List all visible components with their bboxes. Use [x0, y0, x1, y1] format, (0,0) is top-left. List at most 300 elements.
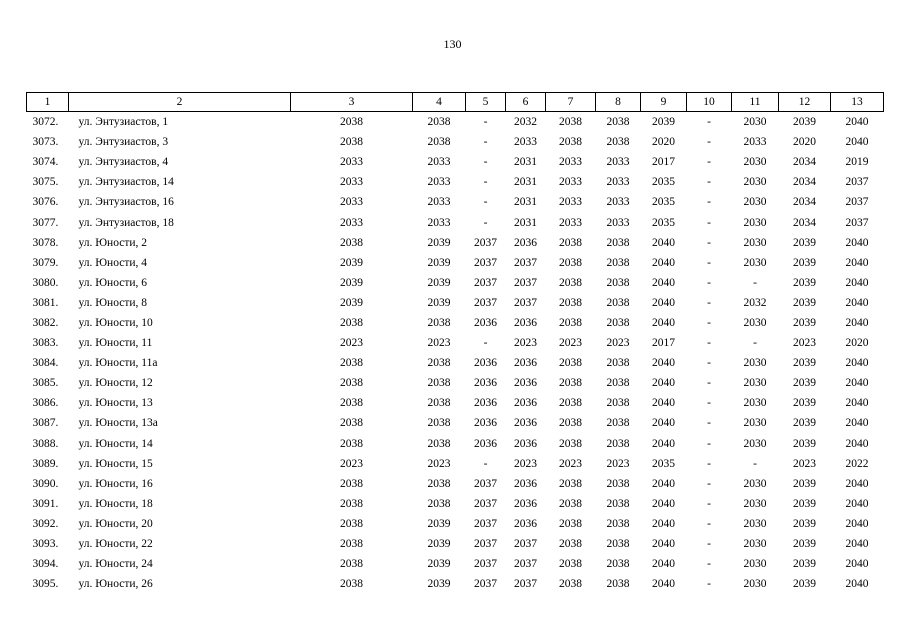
year-cell: 2038 [606, 236, 630, 249]
year-cell: 2040 [652, 558, 675, 571]
year-cell: 2030 [743, 216, 767, 229]
year-cell: 2040 [845, 377, 869, 390]
address-cell: ул. Юности, 13 [78, 397, 153, 410]
year-cell: 2036 [514, 437, 537, 450]
year-cell: 2039 [793, 578, 816, 591]
table-row [27, 574, 884, 594]
year-cell: 2030 [743, 116, 767, 129]
year-cell: 2038 [606, 316, 630, 329]
year-cell: 2040 [652, 296, 675, 309]
year-cell: 2040 [845, 316, 869, 329]
year-cell: 2038 [427, 397, 451, 410]
year-cell: 2030 [743, 538, 767, 551]
row-number-cell: 3081. [32, 296, 59, 309]
year-cell: 2040 [845, 517, 869, 530]
year-cell: - [707, 236, 711, 249]
year-cell: - [707, 457, 711, 470]
year-cell: 2030 [743, 497, 767, 510]
year-cell: 2037 [514, 538, 537, 551]
year-cell: - [707, 558, 711, 571]
year-cell: 2017 [652, 337, 675, 350]
row-number-cell: 3076. [32, 196, 59, 209]
year-cell: 2038 [559, 116, 582, 129]
year-cell: 2037 [474, 256, 497, 269]
year-cell: 2038 [606, 578, 630, 591]
year-cell: 2036 [474, 316, 497, 329]
year-cell: 2040 [652, 517, 675, 530]
year-cell: 2038 [427, 377, 451, 390]
address-cell: ул. Юности, 8 [78, 296, 148, 309]
year-cell: 2022 [845, 457, 869, 470]
year-cell: 2037 [514, 558, 537, 571]
column-header: 5 [466, 93, 506, 112]
address-cell: ул. Юности, 2 [78, 236, 148, 249]
year-cell: 2040 [845, 437, 869, 450]
year-cell: 2038 [559, 517, 582, 530]
year-cell: 2038 [340, 497, 363, 510]
year-cell: - [483, 216, 488, 229]
year-cell: 2039 [793, 477, 816, 490]
year-cell: 2038 [340, 377, 363, 390]
year-cell: 2038 [340, 116, 363, 129]
year-cell: 2023 [606, 337, 630, 350]
address-cell: ул. Энтузиастов, 16 [78, 196, 174, 209]
year-cell: 2030 [743, 176, 767, 189]
year-cell: 2033 [606, 196, 630, 209]
year-cell: 2038 [340, 538, 363, 551]
row-number-cell: 3082. [32, 316, 59, 329]
year-cell: - [483, 196, 488, 209]
table-row [27, 132, 884, 152]
year-cell: 2040 [845, 578, 869, 591]
year-cell: 2040 [845, 256, 869, 269]
year-cell: 2039 [793, 357, 816, 370]
year-cell: - [753, 457, 757, 470]
year-cell: 2038 [606, 558, 630, 571]
year-cell: 2038 [606, 377, 630, 390]
year-cell: 2038 [340, 397, 363, 410]
year-cell: - [707, 477, 711, 490]
year-cell: 2019 [845, 156, 869, 169]
year-cell: 2039 [340, 276, 363, 289]
table-row [27, 112, 884, 133]
row-number-cell: 3075. [32, 176, 59, 189]
year-cell: 2038 [427, 477, 451, 490]
year-cell: 2038 [559, 296, 582, 309]
year-cell: 2040 [845, 136, 869, 149]
address-cell: ул. Энтузиастов, 14 [78, 176, 174, 189]
year-cell: 2038 [606, 136, 630, 149]
row-number-cell: 3073. [32, 136, 59, 149]
year-cell: 2038 [606, 477, 630, 490]
year-cell: - [483, 116, 488, 129]
table-row [27, 253, 884, 273]
row-number-cell: 3087. [32, 417, 59, 430]
year-cell: - [707, 176, 711, 189]
year-cell: 2033 [606, 176, 630, 189]
year-cell: 2039 [340, 296, 363, 309]
year-cell: 2039 [793, 538, 816, 551]
year-cell: 2020 [652, 136, 675, 149]
year-cell: - [483, 457, 488, 470]
year-cell: - [707, 517, 711, 530]
year-cell: 2039 [793, 316, 816, 329]
year-cell: 2037 [474, 236, 497, 249]
year-cell: 2040 [652, 538, 675, 551]
table-row [27, 454, 884, 474]
year-cell: 2036 [514, 236, 537, 249]
page-number: 130 [443, 37, 462, 51]
year-cell: 2031 [514, 156, 537, 169]
address-cell: ул. Юности, 10 [78, 316, 153, 329]
year-cell: 2036 [514, 417, 537, 430]
year-cell: 2040 [845, 116, 869, 129]
year-cell: 2033 [340, 216, 363, 229]
year-cell: 2023 [340, 337, 363, 350]
year-cell: 2037 [514, 256, 537, 269]
year-cell: 2039 [793, 517, 816, 530]
year-cell: 2030 [743, 558, 767, 571]
column-header: 4 [413, 93, 466, 112]
year-cell: 2040 [652, 397, 675, 410]
row-number-cell: 3085. [32, 377, 59, 390]
year-cell: 2023 [340, 457, 363, 470]
year-cell: 2040 [652, 377, 675, 390]
year-cell: 2039 [427, 276, 451, 289]
year-cell: 2017 [652, 156, 675, 169]
year-cell: 2038 [559, 417, 582, 430]
year-cell: 2037 [514, 296, 537, 309]
year-cell: 2039 [427, 578, 451, 591]
year-cell: 2040 [845, 497, 869, 510]
year-cell: 2038 [606, 397, 630, 410]
year-cell: 2040 [652, 256, 675, 269]
year-cell: 2034 [793, 196, 816, 209]
year-cell: 2039 [340, 256, 363, 269]
year-cell: - [707, 357, 711, 370]
year-cell: 2031 [514, 196, 537, 209]
year-cell: 2039 [793, 236, 816, 249]
year-cell: 2036 [514, 377, 537, 390]
table-row [27, 353, 884, 373]
year-cell: 2023 [793, 457, 816, 470]
address-cell: ул. Юности, 18 [78, 497, 153, 510]
year-cell: 2039 [427, 236, 451, 249]
column-header: 10 [687, 93, 732, 112]
year-cell: 2038 [340, 316, 363, 329]
year-cell: 2039 [652, 116, 675, 129]
year-cell: 2036 [474, 357, 497, 370]
column-header: 12 [779, 93, 831, 112]
year-cell: 2040 [652, 497, 675, 510]
year-cell: - [707, 397, 711, 410]
row-number-cell: 3088. [32, 437, 59, 450]
year-cell: - [753, 276, 757, 289]
year-cell: 2023 [514, 457, 537, 470]
year-cell: 2037 [474, 477, 497, 490]
year-cell: 2037 [845, 216, 869, 229]
year-cell: 2038 [559, 256, 582, 269]
year-cell: 2033 [340, 156, 363, 169]
table-row [27, 233, 884, 253]
address-cell: ул. Энтузиастов, 1 [78, 116, 169, 129]
row-number-cell: 3074. [32, 156, 59, 169]
year-cell: 2036 [474, 377, 497, 390]
year-cell: - [483, 136, 488, 149]
year-cell: - [707, 256, 711, 269]
address-cell: ул. Юности, 6 [78, 276, 148, 289]
year-cell: 2038 [340, 417, 363, 430]
year-cell: 2030 [743, 236, 767, 249]
row-number-cell: 3084. [32, 357, 59, 370]
year-cell: 2034 [793, 176, 816, 189]
address-cell: ул. Юности, 11 [78, 337, 153, 350]
year-cell: 2038 [427, 357, 451, 370]
table-row [27, 293, 884, 313]
address-cell: ул. Юности, 24 [78, 558, 153, 571]
table-row [27, 212, 884, 232]
row-number-cell: 3086. [32, 397, 59, 410]
year-cell: 2038 [559, 276, 582, 289]
year-cell: 2039 [793, 296, 816, 309]
year-cell: 2030 [743, 316, 767, 329]
row-number-cell: 3083. [32, 337, 59, 350]
year-cell: 2040 [652, 357, 675, 370]
column-header: 7 [546, 93, 596, 112]
column-header: 6 [506, 93, 546, 112]
table-row [27, 534, 884, 554]
year-cell: 2040 [652, 316, 675, 329]
year-cell: 2030 [743, 517, 767, 530]
year-cell: 2038 [340, 236, 363, 249]
year-cell: 2023 [606, 457, 630, 470]
year-cell: 2039 [793, 497, 816, 510]
year-cell: 2020 [793, 136, 816, 149]
year-cell: - [707, 296, 711, 309]
year-cell: 2030 [743, 256, 767, 269]
column-header: 13 [831, 93, 884, 112]
year-cell: 2038 [340, 136, 363, 149]
year-cell: 2039 [793, 397, 816, 410]
year-cell: 2036 [474, 437, 497, 450]
table-row [27, 393, 884, 413]
year-cell: 2038 [606, 276, 630, 289]
year-cell: 2030 [743, 477, 767, 490]
year-cell: 2033 [606, 216, 630, 229]
year-cell: 2038 [559, 236, 582, 249]
year-cell: 2037 [474, 497, 497, 510]
year-cell: 2040 [845, 538, 869, 551]
year-cell: 2038 [340, 517, 363, 530]
year-cell: 2038 [606, 256, 630, 269]
year-cell: 2031 [514, 216, 537, 229]
address-cell: ул. Юности, 13а [78, 417, 158, 430]
year-cell: 2037 [474, 538, 497, 551]
table-body [27, 112, 884, 595]
row-number-cell: 3072. [32, 116, 59, 129]
year-cell: 2038 [340, 477, 363, 490]
year-cell: 2038 [559, 136, 582, 149]
year-cell: 2038 [340, 558, 363, 571]
year-cell: 2038 [606, 296, 630, 309]
address-cell: ул. Юности, 12 [78, 377, 153, 390]
year-cell: 2030 [743, 437, 767, 450]
year-cell: 2038 [427, 497, 451, 510]
table-row [27, 172, 884, 192]
year-cell: 2039 [427, 558, 451, 571]
year-cell: 2038 [606, 497, 630, 510]
year-cell: 2040 [845, 236, 869, 249]
year-cell: 2037 [845, 176, 869, 189]
year-cell: - [707, 578, 711, 591]
table-row [27, 192, 884, 212]
year-cell: 2023 [514, 337, 537, 350]
year-cell: 2038 [559, 397, 582, 410]
year-cell: 2030 [743, 417, 767, 430]
year-cell: 2037 [845, 196, 869, 209]
table-row [27, 413, 884, 433]
year-cell: 2039 [427, 296, 451, 309]
year-cell: - [483, 337, 488, 350]
year-cell: 2040 [652, 276, 675, 289]
year-cell: 2036 [474, 417, 497, 430]
year-cell: 2034 [793, 216, 816, 229]
column-header: 3 [291, 93, 413, 112]
year-cell: 2038 [427, 417, 451, 430]
year-cell: 2039 [793, 437, 816, 450]
year-cell: 2038 [427, 316, 451, 329]
address-cell: ул. Юности, 11а [78, 357, 158, 370]
column-header: 11 [732, 93, 779, 112]
column-header: 1 [27, 93, 69, 112]
year-cell: 2038 [427, 136, 451, 149]
row-number-cell: 3078. [32, 236, 59, 249]
year-cell: - [707, 196, 711, 209]
address-cell: ул. Юности, 22 [78, 538, 153, 551]
row-number-cell: 3080. [32, 276, 59, 289]
year-cell: 2038 [559, 316, 582, 329]
year-cell: 2037 [514, 276, 537, 289]
year-cell: 2038 [559, 558, 582, 571]
column-header: 8 [596, 93, 641, 112]
year-cell: 2030 [743, 156, 767, 169]
year-cell: 2036 [514, 477, 537, 490]
year-cell: 2033 [427, 176, 451, 189]
year-cell: 2039 [427, 256, 451, 269]
year-cell: 2035 [652, 216, 675, 229]
year-cell: - [707, 538, 711, 551]
year-cell: - [707, 276, 711, 289]
year-cell: 2038 [606, 417, 630, 430]
column-header: 9 [641, 93, 687, 112]
year-cell: 2035 [652, 457, 675, 470]
year-cell: 2040 [845, 397, 869, 410]
year-cell: 2039 [427, 517, 451, 530]
year-cell: 2038 [606, 517, 630, 530]
year-cell: 2038 [606, 437, 630, 450]
year-cell: 2035 [652, 176, 675, 189]
year-cell: 2040 [845, 357, 869, 370]
table-row [27, 474, 884, 494]
year-cell: 2038 [559, 377, 582, 390]
year-cell: 2033 [559, 216, 582, 229]
year-cell: - [707, 216, 711, 229]
row-number-cell: 3094. [32, 558, 59, 571]
year-cell: 2039 [427, 538, 451, 551]
year-cell: 2036 [514, 517, 537, 530]
year-cell: 2020 [845, 337, 869, 350]
address-cell: ул. Юности, 20 [78, 517, 153, 530]
year-cell: 2040 [845, 477, 869, 490]
year-cell: 2033 [340, 196, 363, 209]
year-cell: - [707, 437, 711, 450]
address-cell: ул. Юности, 26 [78, 578, 153, 591]
year-cell: 2037 [514, 578, 537, 591]
year-cell: 2040 [652, 236, 675, 249]
year-cell: 2033 [340, 176, 363, 189]
year-cell: 2040 [652, 578, 675, 591]
year-cell: - [483, 156, 488, 169]
year-cell: 2023 [559, 337, 582, 350]
year-cell: 2040 [845, 296, 869, 309]
year-cell: 2039 [793, 377, 816, 390]
address-cell: ул. Юности, 15 [78, 457, 153, 470]
year-cell: 2033 [559, 176, 582, 189]
year-cell: 2036 [474, 397, 497, 410]
year-cell: - [707, 417, 711, 430]
year-cell: 2040 [845, 417, 869, 430]
year-cell: - [707, 316, 711, 329]
year-cell: 2040 [845, 558, 869, 571]
year-cell: 2037 [474, 578, 497, 591]
table-row [27, 313, 884, 333]
year-cell: - [483, 176, 488, 189]
year-cell: 2038 [606, 357, 630, 370]
year-cell: 2038 [340, 357, 363, 370]
year-cell: 2032 [743, 296, 767, 309]
year-cell: - [707, 337, 711, 350]
year-cell: - [707, 497, 711, 510]
year-cell: 2039 [793, 116, 816, 129]
year-cell: 2039 [793, 417, 816, 430]
year-cell: 2038 [606, 538, 630, 551]
year-cell: - [707, 377, 711, 390]
header-row [27, 93, 884, 112]
year-cell: 2038 [559, 538, 582, 551]
year-cell: 2030 [743, 578, 767, 591]
year-cell: 2038 [340, 578, 363, 591]
year-cell: 2037 [474, 296, 497, 309]
year-cell: 2038 [427, 116, 451, 129]
year-cell: - [707, 156, 711, 169]
table-row [27, 514, 884, 534]
row-number-cell: 3089. [32, 457, 59, 470]
row-number-cell: 3090. [32, 477, 59, 490]
row-number-cell: 3079. [32, 256, 59, 269]
year-cell: 2035 [652, 196, 675, 209]
year-cell: 2033 [559, 156, 582, 169]
row-number-cell: 3093. [32, 538, 59, 551]
year-cell: 2033 [606, 156, 630, 169]
year-cell: 2030 [743, 357, 767, 370]
table-row [27, 554, 884, 574]
year-cell: 2036 [514, 357, 537, 370]
year-cell: 2040 [845, 276, 869, 289]
address-cell: ул. Энтузиастов, 3 [78, 136, 169, 149]
year-cell: 2039 [793, 558, 816, 571]
year-cell: 2023 [427, 457, 451, 470]
year-cell: 2033 [427, 196, 451, 209]
